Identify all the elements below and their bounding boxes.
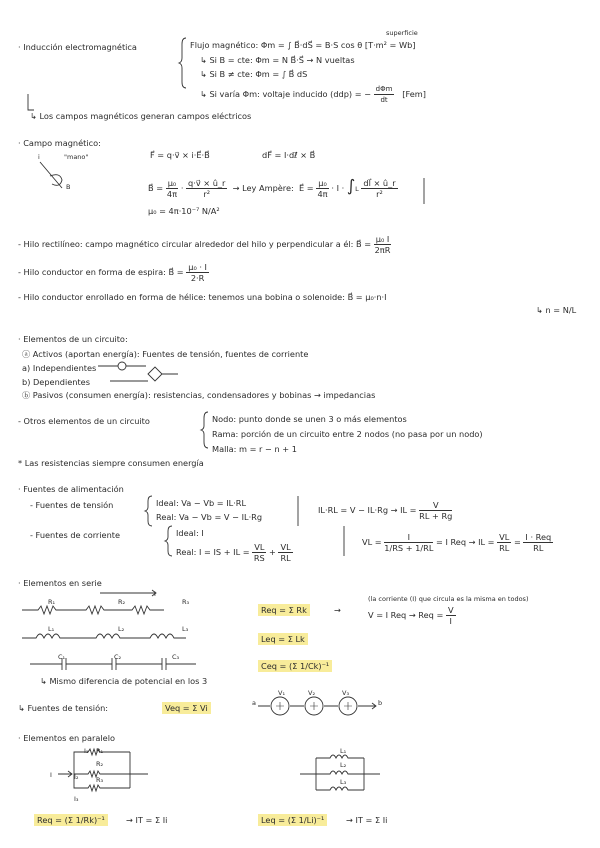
veq-a-label: a xyxy=(252,699,256,707)
elementos-independientes: a) Independientes xyxy=(22,363,97,373)
serie-inductors xyxy=(22,634,186,638)
paralelo-inductors xyxy=(300,755,380,790)
serie-C3: C₃ xyxy=(172,653,180,661)
corriente-real: Real: I = IS + IL = $\frac{VL}{RS}$ + $\frac{VL}{RL}$ xyxy=(176,542,291,563)
serie-req: Req = Σ Rk xyxy=(258,605,310,615)
serie-L3: L₃ xyxy=(182,625,189,633)
paralelo-leq-arrow: → IT = Σ Ii xyxy=(346,815,388,825)
paralelo-I: I xyxy=(50,771,52,779)
serie-C2: C₂ xyxy=(114,653,122,661)
corriente-ideal: Ideal: I xyxy=(176,528,204,538)
serie-fuentes-label: ↳ Fuentes de tensión: xyxy=(18,703,109,713)
induccion-brace xyxy=(179,38,186,88)
paralelo-L3: L₃ xyxy=(340,778,347,786)
malla-def: Malla: m = r − n + 1 xyxy=(212,444,297,454)
otros-brace xyxy=(201,412,208,448)
elementos-activos: ⓐ Activos (aportan energía): Fuentes de tensión, fuentes de corriente xyxy=(22,349,309,359)
induccion-conclusion: ↳ Los campos magnéticos generan campos eléctricos xyxy=(30,111,252,121)
corriente-brace xyxy=(165,526,172,556)
hilo-rectilineo: - Hilo rectilíneo: campo magnético circular alrededor del hilo y perpendicular a él: B⃗ = $\frac{\text{μ₀ I}}{2\pi R}$ xyxy=(18,234,391,255)
veq-V2: V₂ xyxy=(308,689,316,697)
rama-def: Rama: porción de un circuito entre 2 nodos (no pasa por un nodo) xyxy=(212,429,483,439)
veq-b-label: b xyxy=(378,699,383,707)
fuentes-tension-label: - Fuentes de tensión xyxy=(30,500,114,510)
serie-R3: R₃ xyxy=(182,598,190,606)
paralelo-req: Req = (Σ 1/Rk)⁻¹ xyxy=(34,815,108,825)
biot-savart: B⃗ = $\frac{\text{μ₀}}{4\pi}$ · $\frac{q\cdot v⃗ \times û\_r}{\text{r²}}$ → Ley Ampère: E⃗ = $\frac{\text{μ₀}}{4\pi}$ · I · ∫L $\frac{dl⃗ \times û\_r}{\text{r²}}$ xyxy=(148,176,396,199)
tension-ideal: Ideal: Va − Vb = IL·RL xyxy=(156,498,247,508)
flujo-bnocte-line: ↳ Si B ≠ cte: Φm = ∫ B⃗ dS xyxy=(200,69,308,79)
paralelo-R3: R₃ xyxy=(96,776,104,784)
superficie-note: superficie xyxy=(386,29,418,37)
fem-line: ↳ Si varía Φm: voltaje inducido (ddp) = − $\frac{\text{dΦm}}{dt}$ [Fem] xyxy=(200,85,426,104)
serie-I-label: I xyxy=(154,590,156,598)
veq-V3: V₃ xyxy=(342,689,350,697)
serie-corriente-note: (la corriente (I) que circula es la misma en todos) xyxy=(368,595,529,603)
serie-leq: Leq = Σ Lk xyxy=(258,634,308,644)
flujo-bcte-line: ↳ Si B = cte: Φm = N B⃗·S⃗ → N vueltas xyxy=(200,55,355,65)
serie-veq: Veq = Σ Vi xyxy=(162,703,211,713)
force-element: dF⃗ = I·dℓ⃗ × B⃗ xyxy=(262,150,316,160)
label-mano: "mano" xyxy=(64,153,89,161)
serie-capacitors xyxy=(30,658,196,670)
paralelo-R1: R₁ xyxy=(96,747,104,755)
paralelo-I2: I₂ xyxy=(74,773,79,781)
serie-resistors xyxy=(22,606,164,614)
resistencias-nota: * Las resistencias siempre consumen energía xyxy=(18,458,204,468)
paralelo-I-arrow xyxy=(58,771,72,777)
fuentes-corriente-label: - Fuentes de corriente xyxy=(30,530,121,540)
paralelo-R2: R₂ xyxy=(96,760,104,768)
paralelo-L2: L₂ xyxy=(340,761,347,769)
elementos-pasivos: ⓑ Pasivos (consumen energía): resistencias, condensadores y bobinas → impedancias xyxy=(22,390,376,400)
serie-ceq: Ceq = (Σ 1/Ck)⁻¹ xyxy=(258,661,332,671)
paralelo-I3: I₃ xyxy=(74,795,79,803)
paralelo-req-arrow: → IT = Σ Ii xyxy=(126,815,168,825)
tension-real: Real: Va − Vb = V − IL·Rg xyxy=(156,512,263,522)
serie-req-arrow: → xyxy=(334,605,341,615)
flujo-line: Flujo magnético: Φm = ∫ B⃗·dS⃗ = B·S cos θ [T·m² = Wb] xyxy=(190,40,416,50)
nodo-def: Nodo: punto donde se unen 3 o más elementos xyxy=(212,414,407,424)
hilo-helice: - Hilo conductor enrollado en forma de hélice: tenemos una bobina o solenoide: B⃗ = μ₀·n·I xyxy=(18,292,387,302)
paralelo-L1: L₁ xyxy=(340,747,347,755)
induccion-title: · Inducción electromagnética xyxy=(18,42,137,52)
paralelo-I1: I₁ xyxy=(84,747,89,755)
veq-V1: V₁ xyxy=(278,689,286,697)
serie-R2: R₂ xyxy=(118,598,126,606)
otros-title: - Otros elementos de un circuito xyxy=(18,416,150,426)
fuentes-title: · Fuentes de alimentación xyxy=(18,484,124,494)
mu0-value: μ₀ = 4π·10⁻⁷ N/A² xyxy=(148,206,220,216)
serie-L2: L₂ xyxy=(118,625,125,633)
elementos-dependientes: b) Dependientes xyxy=(22,377,90,387)
label-i: i xyxy=(38,153,40,161)
hilo-n-def: ↳ n = N/L xyxy=(536,305,577,315)
paralelo-resistors xyxy=(74,749,148,791)
serie-cap-note: ↳ Mismo diferencia de potencial en los 3 xyxy=(40,676,208,686)
fuente-independiente-icon xyxy=(118,362,126,370)
serie-title: · Elementos en serie xyxy=(18,578,102,588)
serie-I-arrow xyxy=(100,590,156,596)
fuente-dependiente-icon xyxy=(148,367,162,381)
campo-title: · Campo magnético: xyxy=(18,138,101,148)
serie-R1: R₁ xyxy=(48,598,56,606)
elementos-title: · Elementos de un circuito: xyxy=(18,334,128,344)
serie-L1: L₁ xyxy=(48,625,55,633)
paralelo-leq: Leq = (Σ 1/Li)⁻¹ xyxy=(258,815,327,825)
tension-il: IL·RL = V − IL·Rg → IL = $\frac{V}{RL + Rg}$ xyxy=(318,500,453,521)
corriente-vl: VL = $\frac{I}{1/RS + 1/RL}$ = I Req → IL = $\frac{VL}{RL}$ = $\frac{\text{I · Req}}{RL}$ xyxy=(362,532,552,553)
induccion-arrow xyxy=(28,94,34,110)
paralelo-title: · Elementos en paralelo xyxy=(18,733,116,743)
tension-brace xyxy=(145,496,152,526)
lorentz-force: F⃗ = q·v⃗ × i·E⃗·B⃗ xyxy=(150,150,210,160)
hilo-espira: - Hilo conductor en forma de espira: B⃗ = $\frac{\text{μ₀ · I}}{2\cdot R}$ xyxy=(18,262,207,283)
label-B: B xyxy=(66,183,71,191)
serie-req-right: V = I Req → Req = $\frac{V}{I}$ xyxy=(368,605,454,626)
serie-C1: C₁ xyxy=(58,653,66,661)
